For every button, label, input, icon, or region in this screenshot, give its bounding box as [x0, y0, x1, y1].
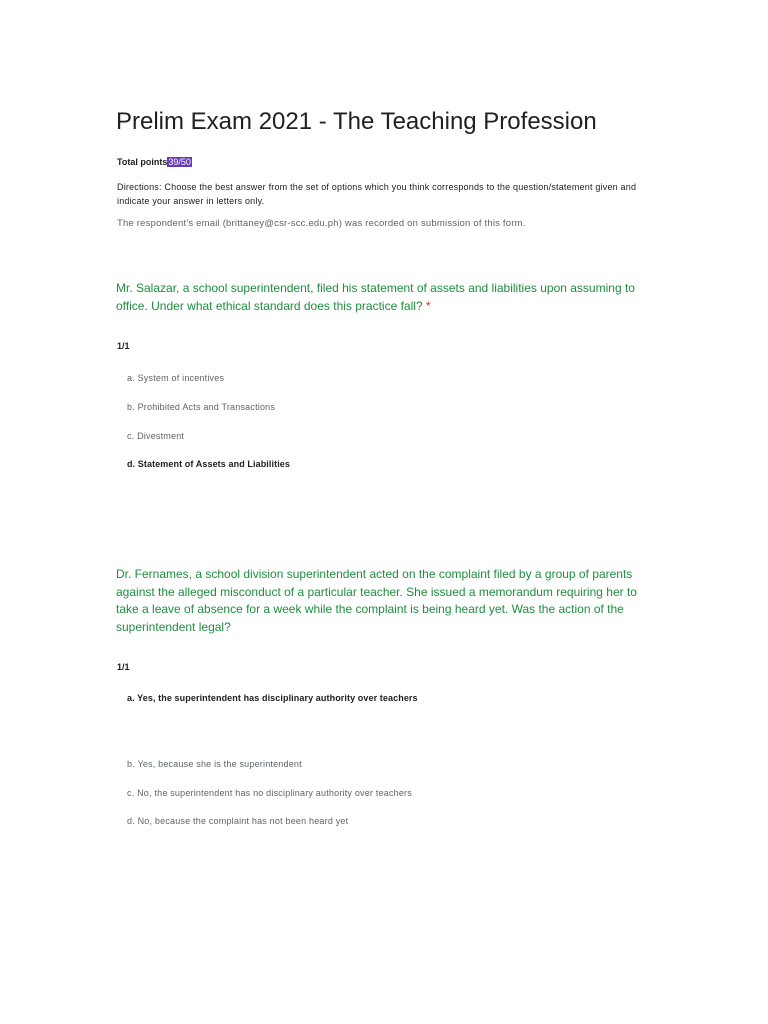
- question-1-body: Mr. Salazar, a school superintendent, filed his statement of assets and liabilities upon assuming to office. Under what ethical standard does this practice fall?: [116, 281, 635, 313]
- question-1-option-b: b. Prohibited Acts and Transactions: [127, 402, 276, 412]
- required-star: *: [425, 298, 431, 313]
- question-1-text: [116, 280, 656, 315]
- question-2-option-d: d. No, because the complaint has not been heard yet: [127, 816, 349, 826]
- score-badge: 39/50: [168, 157, 191, 167]
- question-1-score: 1/1: [117, 341, 130, 351]
- question-2-option-c: c. No, the superintendent has no disciplinary authority over teachers: [127, 788, 412, 798]
- question-1-option-d-selected: d. Statement of Assets and Liabilities: [127, 459, 291, 469]
- question-1-option-a: a. System of incentives: [127, 373, 225, 383]
- directions-text: Directions: Choose the best answer from the set of options which you think corresponds to the question/statement given and indicate your answer in letters only.: [117, 182, 637, 206]
- total-points-label: Total points: [117, 157, 168, 167]
- question-1-option-c: c. Divestment: [127, 431, 185, 441]
- question-2-option-a-selected: a. Yes, the superintendent has disciplinary authority over teachers: [127, 693, 418, 703]
- question-2-text: Dr. Fernames, a school division superintendent acted on the complaint filed by a group of parents against the alleged misconduct of a particular teacher. She issued a memorandum requiring her to take a leave of absence for a week while the complaint is being heard yet. Was the action of the superintendent legal?: [116, 567, 637, 634]
- total-points: [117, 157, 192, 167]
- form-title: Prelim Exam 2021 - The Teaching Profession: [116, 108, 597, 135]
- question-2-option-b: b. Yes, because she is the superintendent: [127, 759, 302, 769]
- email-note: The respondent's email (brittaney@csr-scc.edu.ph) was recorded on submission of this form.: [117, 218, 526, 229]
- question-2-score: 1/1: [117, 662, 130, 672]
